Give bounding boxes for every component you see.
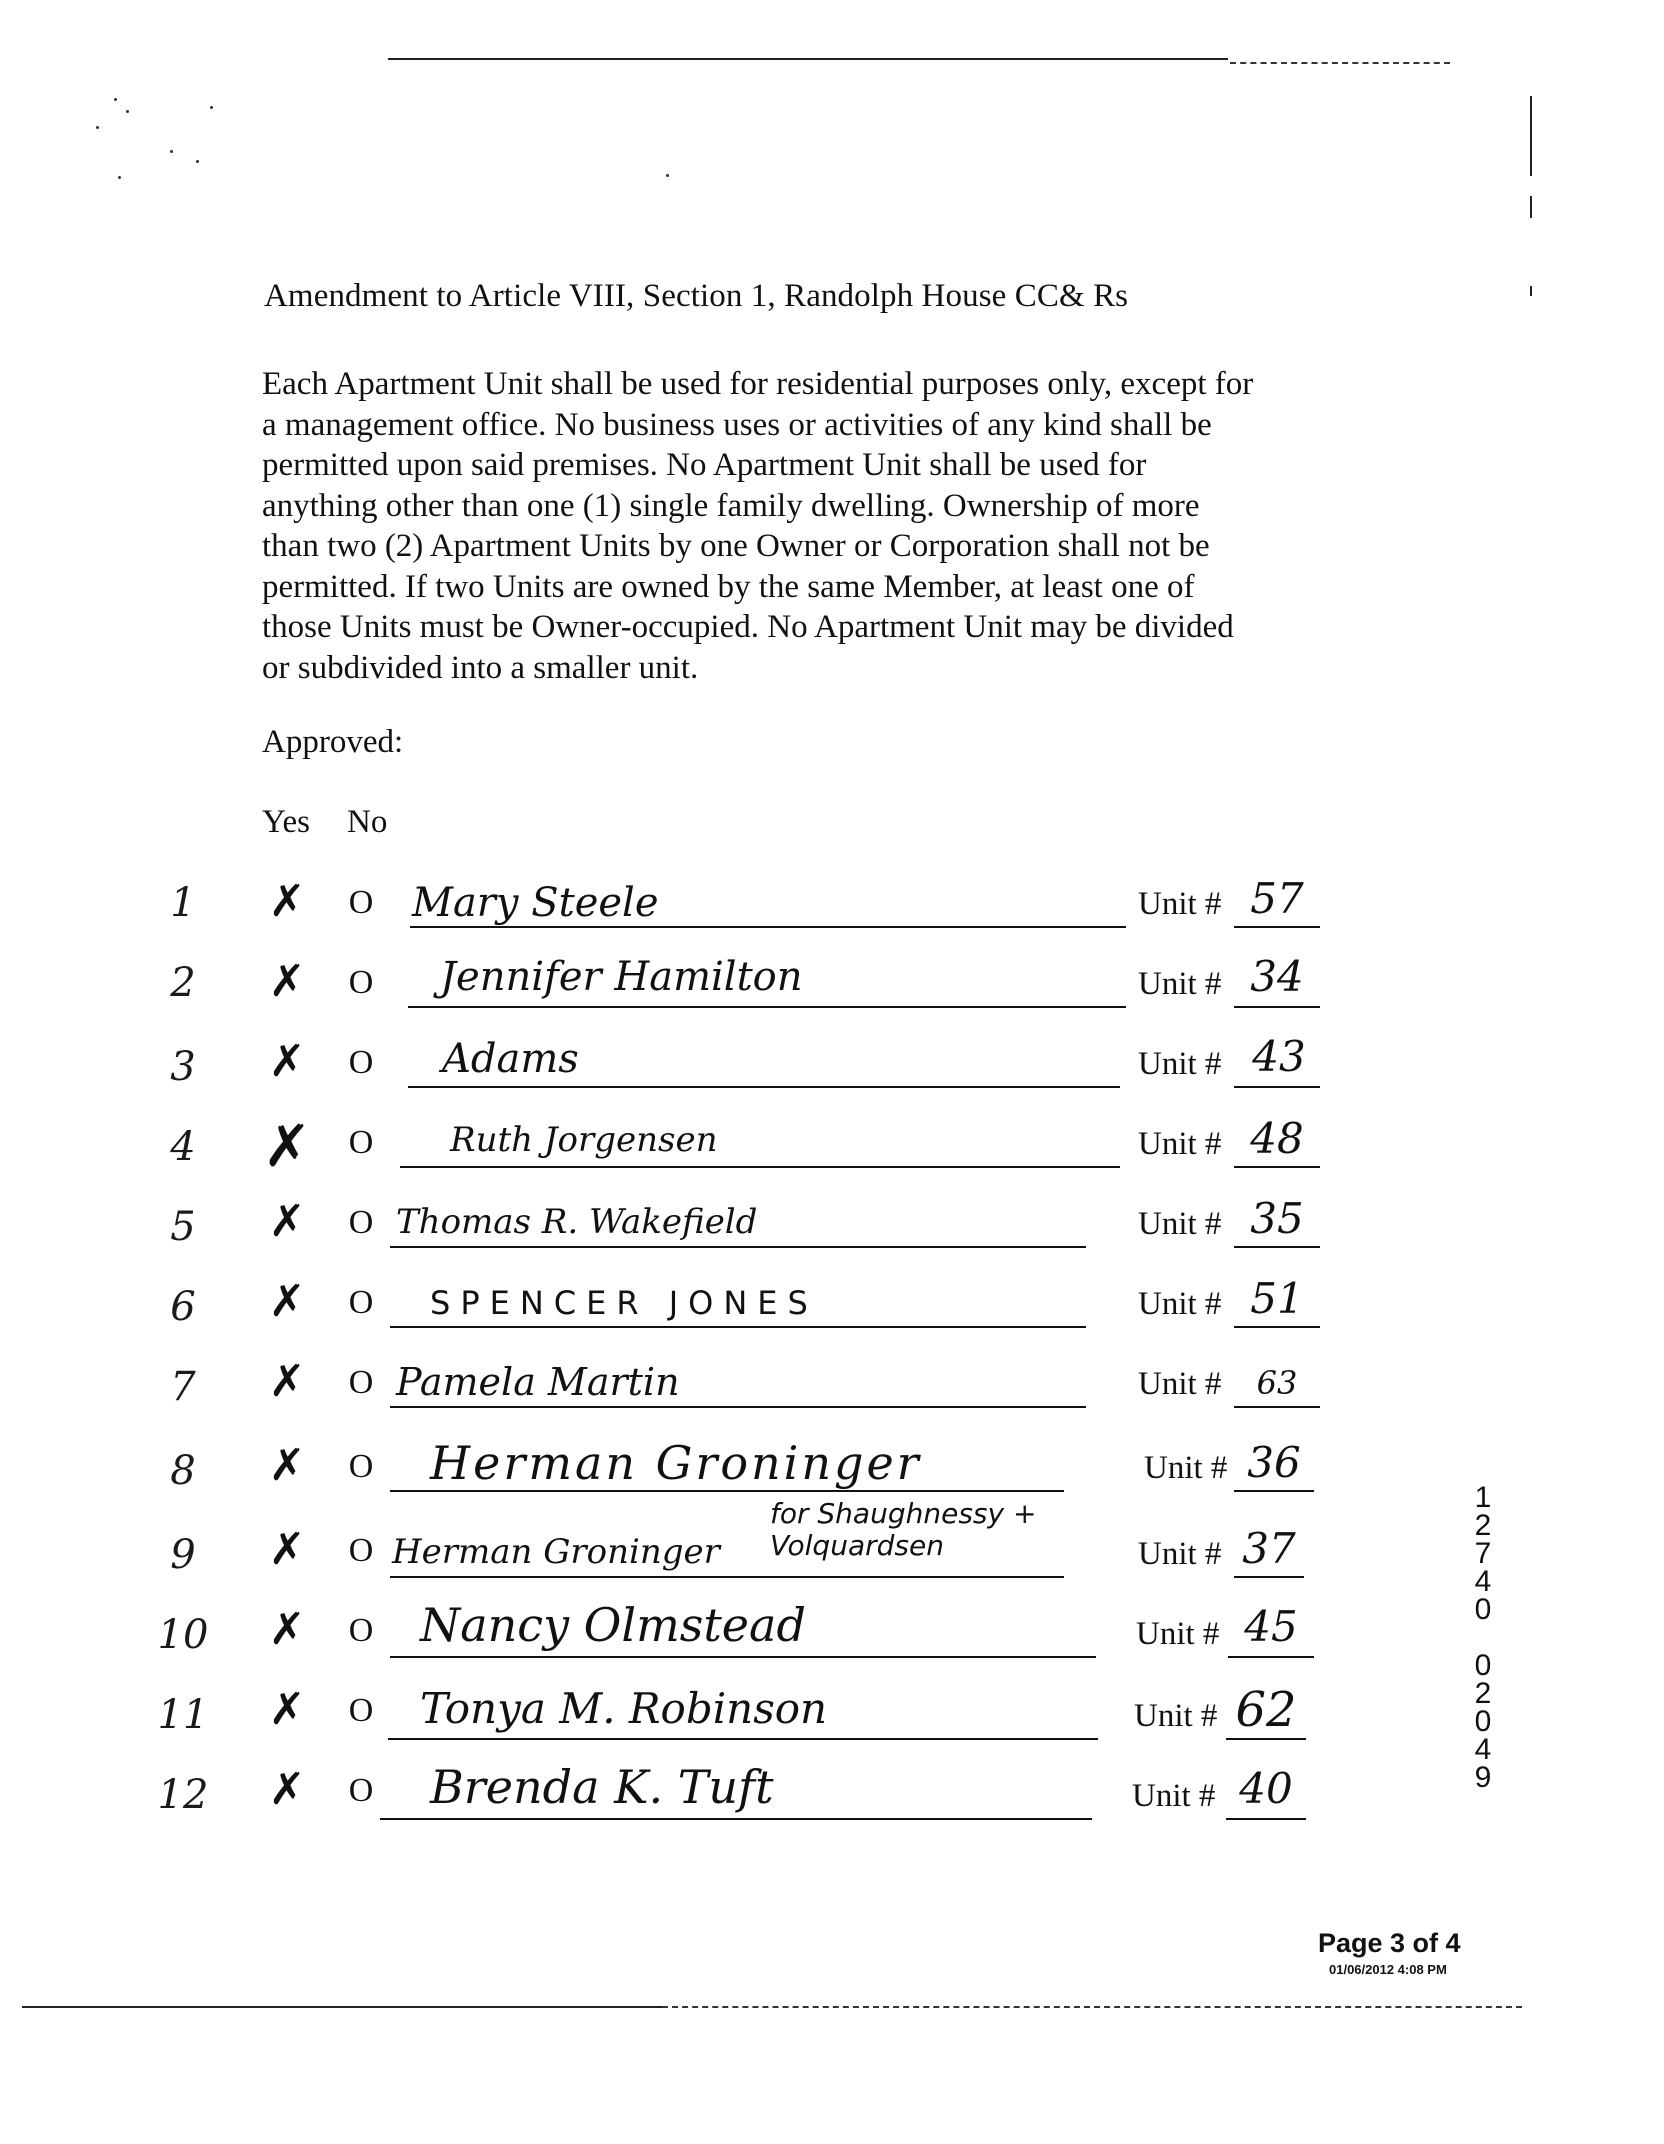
unit-label: Unit # xyxy=(1138,1536,1222,1572)
body-line: than two (2) Apartment Units by one Owner or Corporation shall not be xyxy=(262,528,1210,564)
yes-mark: ✗ xyxy=(268,1276,306,1327)
unit-number: 51 xyxy=(1250,1274,1304,1323)
scan-speck xyxy=(666,174,669,177)
unit-line xyxy=(1234,1406,1320,1408)
signature-row xyxy=(0,1356,1664,1440)
signature-line xyxy=(390,1576,1064,1578)
signature: Adams xyxy=(442,1036,579,1082)
unit-label: Unit # xyxy=(1138,966,1222,1002)
unit-number: 37 xyxy=(1242,1524,1296,1573)
signature-row xyxy=(0,1497,1664,1600)
unit-number: 48 xyxy=(1250,1114,1304,1163)
signature: Mary Steele xyxy=(412,880,659,926)
signature-line xyxy=(388,1738,1098,1740)
scan-speck xyxy=(126,110,129,113)
no-mark: O xyxy=(348,1204,374,1241)
signature-row xyxy=(0,1760,1664,1840)
no-mark: O xyxy=(348,1692,374,1729)
signature: Ruth Jorgensen xyxy=(450,1120,718,1160)
yes-mark: ✗ xyxy=(268,1440,306,1491)
body-line: or subdivided into a smaller unit. xyxy=(262,649,699,686)
body-line: those Units must be Owner-occupied. No Apartment Unit may be divided xyxy=(262,609,1234,645)
row-number: 5 xyxy=(170,1204,196,1250)
yes-column-header: Yes xyxy=(262,804,311,840)
scan-speck xyxy=(196,160,199,163)
unit-label: Unit # xyxy=(1132,1778,1216,1814)
row-number: 10 xyxy=(157,1612,209,1658)
no-mark: O xyxy=(348,884,374,921)
row-number: 2 xyxy=(170,960,196,1006)
unit-label: Unit # xyxy=(1138,1046,1222,1082)
signature-line xyxy=(408,1086,1120,1088)
unit-label: Unit # xyxy=(1138,1126,1222,1162)
row-number: 6 xyxy=(170,1284,196,1330)
stamp-digit: 0 xyxy=(1474,1649,1492,1682)
body-line: permitted upon said premises. No Apartment Unit shall be used for xyxy=(262,447,1147,483)
bottom-scan-line xyxy=(22,2006,662,2008)
unit-line xyxy=(1234,1086,1320,1088)
stamp-digit: 0 xyxy=(1474,1705,1492,1738)
yes-mark: ✗ xyxy=(268,1524,306,1575)
signature-note: for Shaughnessy + Volquardsen xyxy=(770,1497,1037,1562)
no-mark: O xyxy=(348,964,374,1001)
row-number: 7 xyxy=(170,1364,196,1410)
signature-row xyxy=(0,1194,1664,1280)
stamp-digit: 2 xyxy=(1474,1509,1492,1542)
yes-mark: ✗ xyxy=(268,1604,306,1655)
signature-row xyxy=(0,1112,1664,1200)
unit-number: 62 xyxy=(1235,1682,1297,1738)
scan-speck xyxy=(118,176,121,179)
yes-mark: ✗ xyxy=(268,1684,306,1735)
signature-line xyxy=(410,926,1126,928)
side-document-stamp xyxy=(1468,1481,1498,1794)
stamp-digit: 4 xyxy=(1474,1733,1492,1766)
signature: Jennifer Hamilton xyxy=(440,954,803,1000)
signature: Brenda K. Tuft xyxy=(430,1760,774,1814)
yes-mark: ✗ xyxy=(268,1764,306,1815)
unit-line xyxy=(1234,926,1320,928)
row-number: 9 xyxy=(170,1532,196,1578)
body-line: Each Apartment Unit shall be used for residential purposes only, except for xyxy=(262,366,1254,402)
stamp-digit: 9 xyxy=(1474,1761,1492,1794)
yes-mark: ✗ xyxy=(268,1036,306,1087)
unit-label: Unit # xyxy=(1136,1616,1220,1652)
unit-label: Unit # xyxy=(1138,1366,1222,1402)
no-mark: O xyxy=(348,1772,374,1809)
row-number: 8 xyxy=(170,1448,196,1494)
signature-line xyxy=(390,1246,1086,1248)
body-line: anything other than one (1) single family dwelling. Ownership of more xyxy=(262,487,1200,524)
row-number: 3 xyxy=(170,1044,196,1090)
signature-line xyxy=(390,1656,1096,1658)
signature: Tonya M. Robinson xyxy=(420,1684,828,1733)
no-mark: O xyxy=(348,1124,374,1161)
unit-line xyxy=(1234,1006,1320,1008)
unit-line xyxy=(1234,1576,1304,1578)
unit-number: 43 xyxy=(1252,1032,1306,1081)
body-line: a management office. No business uses or activities of any kind shall be xyxy=(262,406,1212,443)
signature-line xyxy=(400,1166,1120,1168)
signature-line xyxy=(390,1326,1086,1328)
right-edge-mark xyxy=(1530,286,1532,296)
no-mark: O xyxy=(348,1532,374,1569)
yes-mark: ✗ xyxy=(262,1112,312,1180)
right-edge-mark xyxy=(1530,96,1532,176)
stamp-digit: 1 xyxy=(1474,1481,1492,1514)
row-number: 4 xyxy=(170,1124,196,1170)
signature-line xyxy=(390,1406,1086,1408)
body-line: permitted. If two Units are owned by the same Member, at least one of xyxy=(262,568,1195,605)
signature-row xyxy=(0,1677,1664,1760)
unit-line xyxy=(1228,1656,1314,1658)
scan-speck xyxy=(96,126,99,129)
no-mark: O xyxy=(348,1044,374,1081)
no-mark: O xyxy=(348,1284,374,1321)
signature: Thomas R. Wakefield xyxy=(396,1202,758,1242)
scan-speck xyxy=(170,150,173,153)
yes-mark: ✗ xyxy=(268,1356,306,1407)
unit-line xyxy=(1234,1490,1314,1492)
top-scan-line-dashed xyxy=(1230,62,1450,64)
signature-row xyxy=(0,952,1664,1040)
scan-speck xyxy=(210,106,213,109)
no-mark: O xyxy=(348,1364,374,1401)
unit-label: Unit # xyxy=(1144,1450,1228,1486)
signature-line xyxy=(408,1006,1126,1008)
unit-label: Unit # xyxy=(1138,886,1222,922)
no-mark: O xyxy=(348,1612,374,1649)
stamp-digit: 2 xyxy=(1474,1677,1492,1710)
signature-row xyxy=(0,1032,1664,1120)
signature: Herman Groninger xyxy=(430,1436,922,1490)
document-title: Amendment to Article VIII, Section 1, Randolph House CC& Rs xyxy=(264,278,1129,314)
top-scan-line xyxy=(388,58,1228,60)
unit-line xyxy=(1226,1738,1306,1740)
yes-mark: ✗ xyxy=(268,1196,306,1247)
bottom-scan-line-dashed xyxy=(662,2006,1522,2008)
signature: SPENCER JONES xyxy=(430,1284,818,1322)
signature: Herman Groninger xyxy=(392,1532,720,1572)
unit-label: Unit # xyxy=(1138,1206,1222,1242)
unit-number: 34 xyxy=(1250,952,1304,1001)
stamp-digit: 0 xyxy=(1474,1593,1492,1626)
signature-row xyxy=(0,874,1664,960)
unit-number: 40 xyxy=(1239,1764,1293,1813)
signature-row xyxy=(0,1274,1664,1360)
row-number: 11 xyxy=(157,1692,209,1738)
stamp-digit: 4 xyxy=(1474,1565,1492,1598)
page-number: Page 3 of 4 xyxy=(1318,1928,1461,1958)
stamp-gap xyxy=(1468,1624,1498,1652)
row-number: 12 xyxy=(157,1772,209,1818)
right-edge-mark xyxy=(1530,196,1532,218)
unit-line xyxy=(1234,1166,1320,1168)
unit-line xyxy=(1234,1326,1320,1328)
fax-timestamp: 01/06/2012 4:08 PM xyxy=(1329,1962,1447,1977)
signature-line xyxy=(380,1818,1092,1820)
row-number: 1 xyxy=(170,880,196,926)
unit-line xyxy=(1234,1246,1320,1248)
amendment-body xyxy=(262,364,1322,688)
no-mark: O xyxy=(348,1448,374,1485)
unit-number: 35 xyxy=(1250,1194,1304,1243)
unit-number: 36 xyxy=(1247,1438,1301,1487)
signature: Pamela Martin xyxy=(396,1360,680,1404)
yes-mark: ✗ xyxy=(268,876,306,927)
approved-label: Approved: xyxy=(262,724,404,760)
no-column-header: No xyxy=(347,804,388,840)
unit-number: 57 xyxy=(1250,874,1304,923)
unit-number: 63 xyxy=(1256,1364,1298,1402)
unit-label: Unit # xyxy=(1134,1698,1218,1734)
signature-row xyxy=(0,1600,1664,1680)
stamp-digit: 7 xyxy=(1474,1537,1492,1570)
signature-line xyxy=(390,1490,1064,1492)
unit-number: 45 xyxy=(1244,1602,1298,1651)
unit-line xyxy=(1226,1818,1306,1820)
unit-label: Unit # xyxy=(1138,1286,1222,1322)
yes-mark: ✗ xyxy=(268,956,306,1007)
signature: Nancy Olmstead xyxy=(420,1598,806,1652)
scan-speck xyxy=(114,98,117,101)
